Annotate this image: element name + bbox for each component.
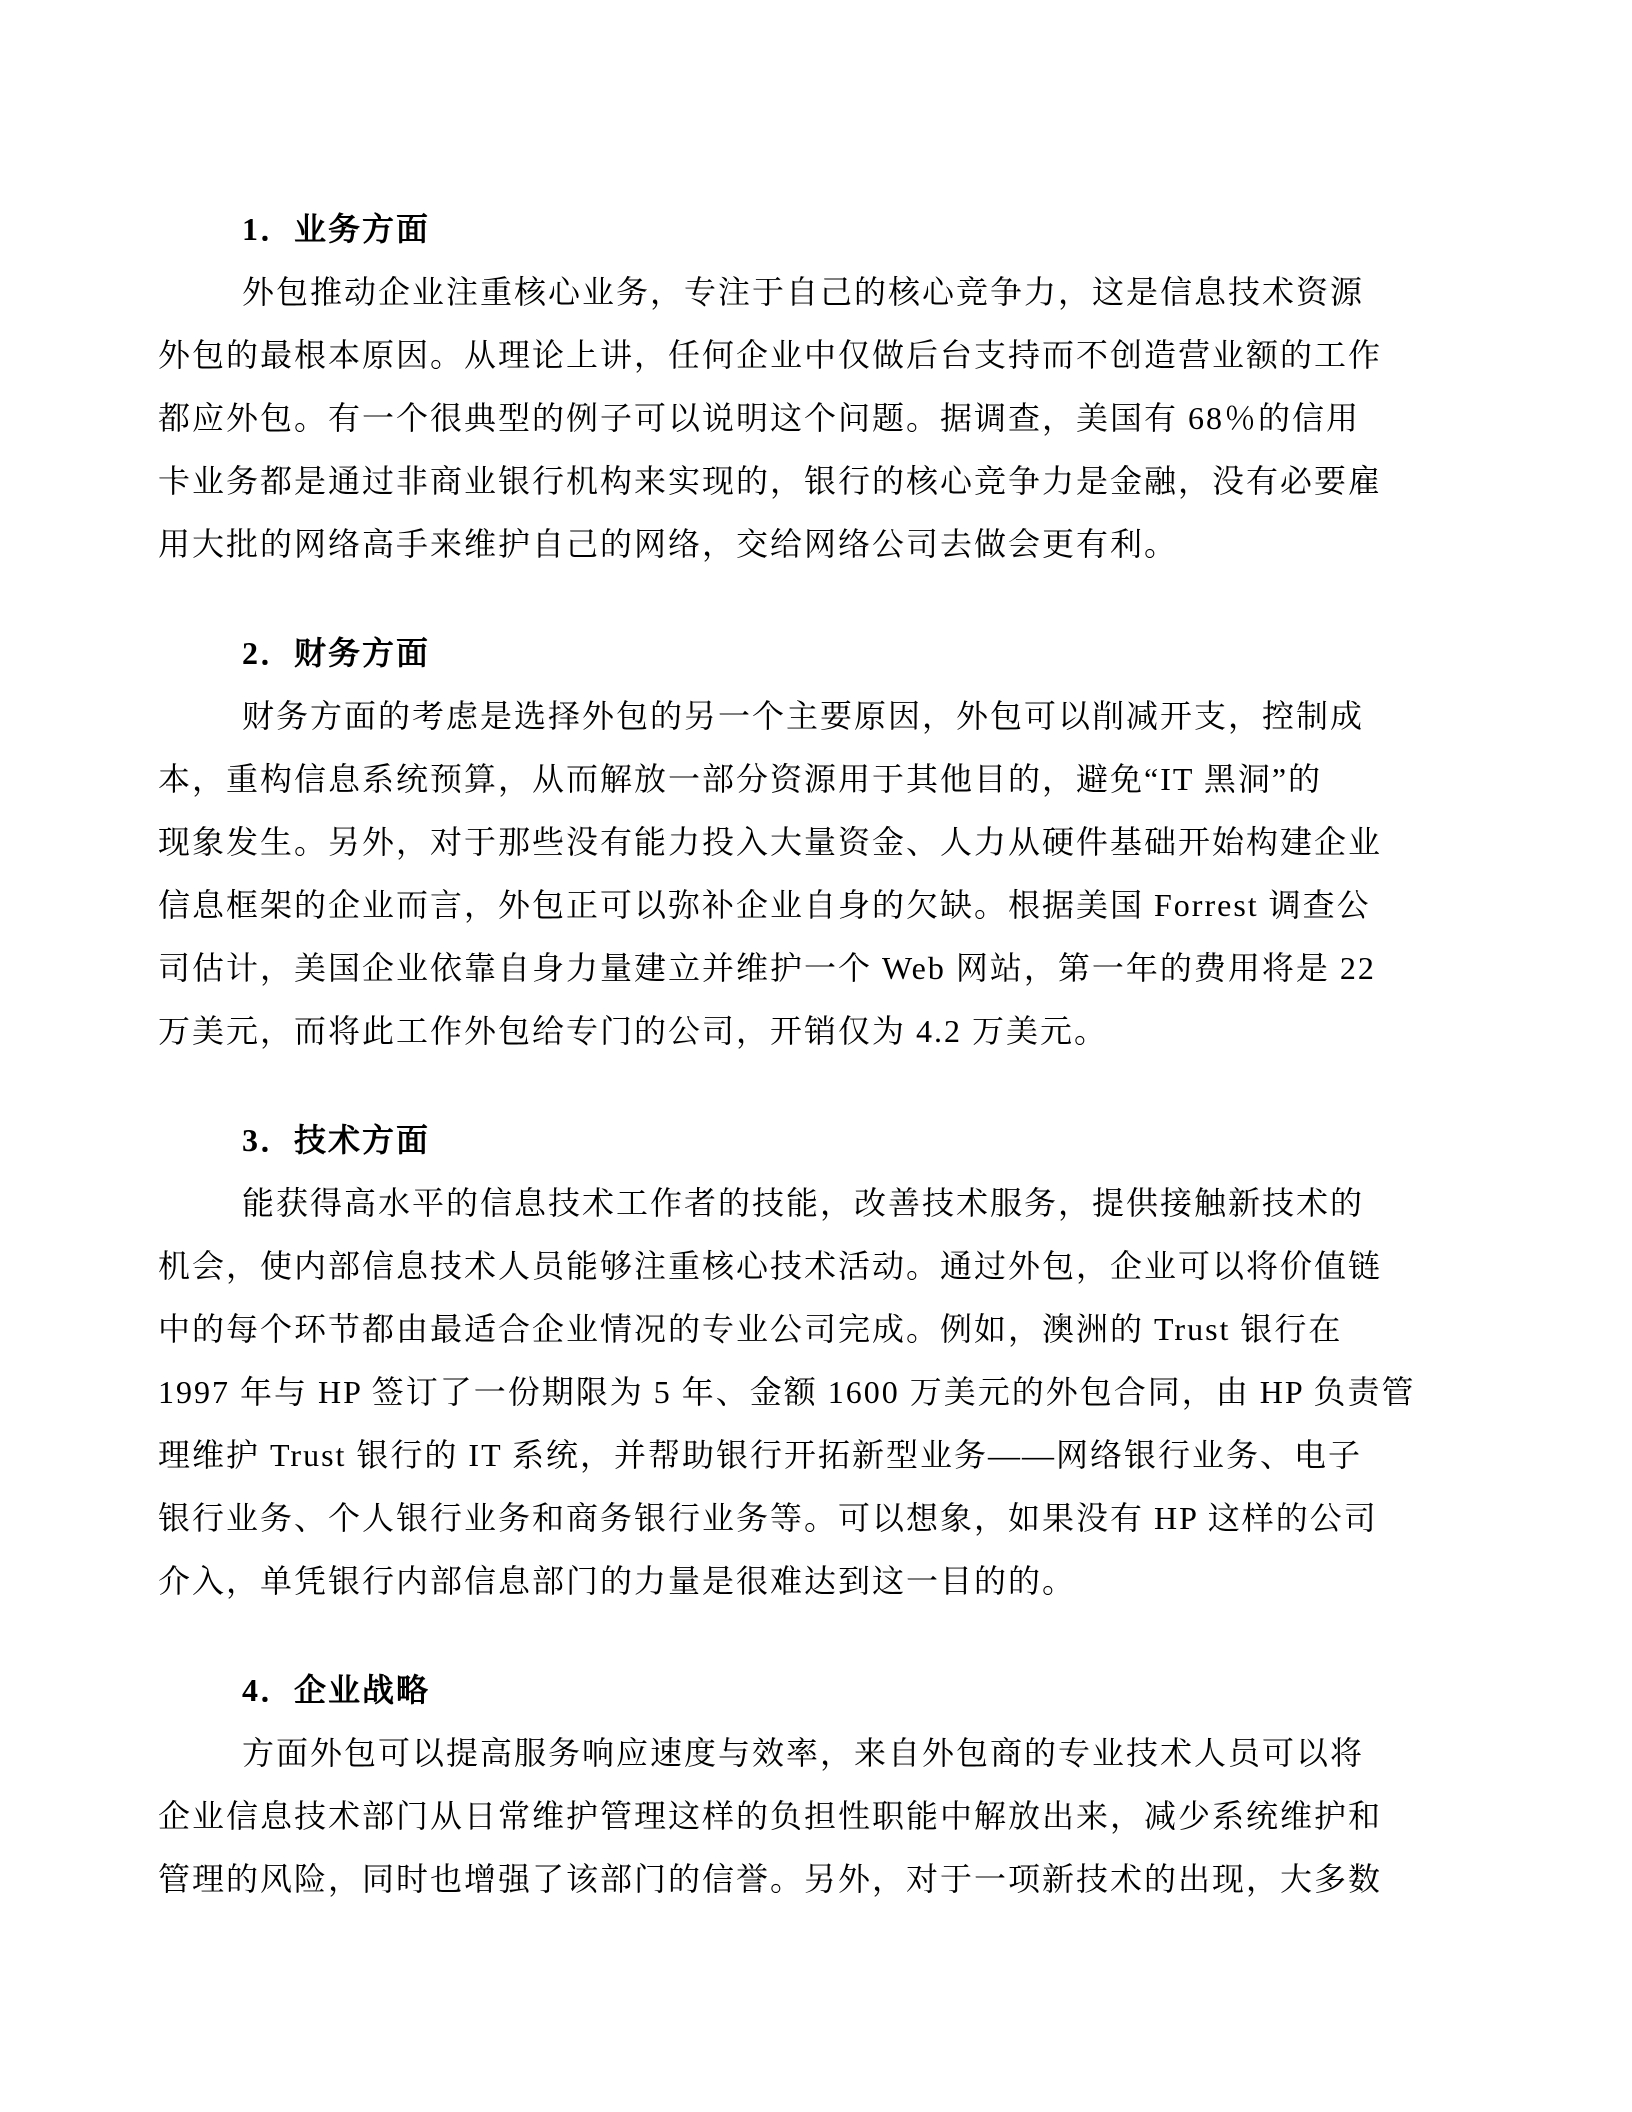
section-heading: 2．财务方面 bbox=[242, 635, 431, 671]
section-heading: 1．业务方面 bbox=[242, 211, 431, 247]
paragraph-line: 司估计，美国企业依靠自身力量建立并维护一个 Web 网站，第一年的费用将是 22 bbox=[158, 950, 1376, 986]
paragraph-line: 本，重构信息系统预算，从而解放一部分资源用于其他目的，避免“IT 黑洞”的 bbox=[158, 761, 1323, 797]
paragraph-line: 能获得高水平的信息技术工作者的技能，改善技术服务，提供接触新技术的 bbox=[242, 1185, 1365, 1221]
paragraph-line: 信息框架的企业而言，外包正可以弥补企业自身的欠缺。根据美国 Forrest 调查公 bbox=[158, 887, 1371, 923]
section-finance bbox=[158, 622, 1462, 1063]
paragraph-line: 卡业务都是通过非商业银行机构来实现的，银行的核心竞争力是金融，没有必要雇 bbox=[158, 463, 1383, 499]
paragraph-line: 用大批的网络高手来维护自己的网络，交给网络公司去做会更有利。 bbox=[158, 526, 1179, 562]
paragraph-line: 外包的最根本原因。从理论上讲，任何企业中仅做后台支持而不创造营业额的工作 bbox=[158, 337, 1383, 373]
paragraph-line: 介入，单凭银行内部信息部门的力量是很难达到这一目的的。 bbox=[158, 1563, 1077, 1599]
paragraph-line: 外包推动企业注重核心业务，专注于自己的核心竞争力，这是信息技术资源 bbox=[242, 274, 1365, 310]
paragraph-line: 都应外包。有一个很典型的例子可以说明这个问题。据调查，美国有 68％的信用 bbox=[158, 400, 1361, 436]
paragraph-line: 1997 年与 HP 签订了一份期限为 5 年、金额 1600 万美元的外包合同，由 HP 负责管 bbox=[158, 1374, 1416, 1410]
paragraph-line: 银行业务、个人银行业务和商务银行业务等。可以想象，如果没有 HP 这样的公司 bbox=[158, 1500, 1378, 1536]
paragraph-line: 财务方面的考虑是选择外包的另一个主要原因，外包可以削减开支，控制成 bbox=[242, 698, 1365, 734]
section-strategy bbox=[158, 1659, 1462, 1911]
section-business bbox=[158, 198, 1462, 576]
paragraph-line: 现象发生。另外，对于那些没有能力投入大量资金、人力从硬件基础开始构建企业 bbox=[158, 824, 1383, 860]
paragraph-line: 管理的风险，同时也增强了该部门的信誉。另外，对于一项新技术的出现，大多数 bbox=[158, 1861, 1383, 1897]
paragraph-line: 理维护 Trust 银行的 IT 系统，并帮助银行开拓新型业务——网络银行业务、电子 bbox=[158, 1437, 1363, 1473]
paragraph-line: 中的每个环节都由最适合企业情况的专业公司完成。例如，澳洲的 Trust 银行在 bbox=[158, 1311, 1343, 1347]
section-technology bbox=[158, 1109, 1462, 1613]
paragraph-line: 机会，使内部信息技术人员能够注重核心技术活动。通过外包，企业可以将价值链 bbox=[158, 1248, 1383, 1284]
section-heading: 3．技术方面 bbox=[242, 1122, 431, 1158]
paragraph-line: 万美元，而将此工作外包给专门的公司，开销仅为 4.2 万美元。 bbox=[158, 1013, 1109, 1049]
section-heading: 4．企业战略 bbox=[242, 1672, 431, 1708]
paragraph-line: 方面外包可以提高服务响应速度与效率，来自外包商的专业技术人员可以将 bbox=[242, 1735, 1365, 1771]
paragraph-line: 企业信息技术部门从日常维护管理这样的负担性职能中解放出来，减少系统维护和 bbox=[158, 1798, 1383, 1834]
